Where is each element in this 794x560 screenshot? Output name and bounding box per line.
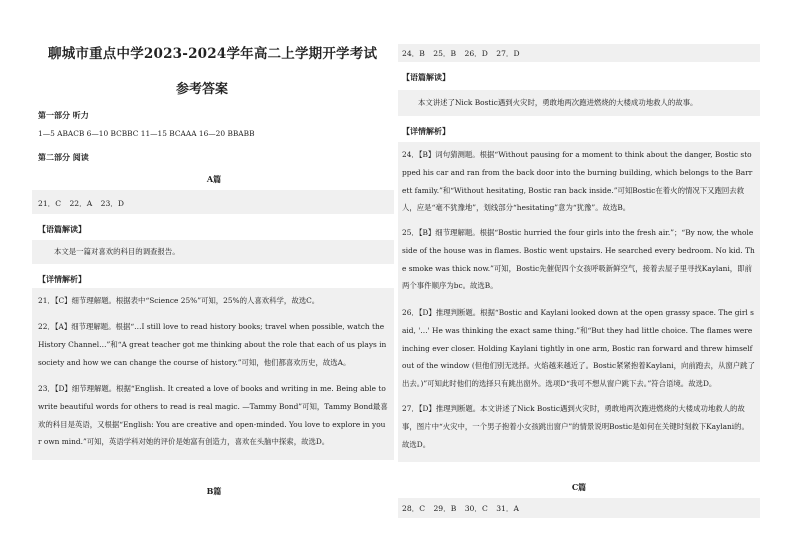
part1-heading: 第一部分 听力 — [38, 110, 89, 120]
q21-explanation: 21．【C】细节理解题。根据表中“Science 25%”可知，25%的人喜欢科学，故选C。 — [38, 296, 320, 305]
section-a-heading: A篇 — [206, 174, 222, 184]
part2-heading: 第二部分 阅读 — [38, 152, 89, 162]
b-xiangjie-heading: 【详情解析】 — [402, 126, 450, 136]
a-xiangjie-heading: 【详情解析】 — [38, 274, 86, 284]
b-yupian-heading: 【语篇解读】 — [402, 72, 450, 82]
c-answers: 28．C 29．B 30．C 31．A — [402, 504, 519, 513]
a-answers: 21．C 22．A 23．D — [38, 199, 124, 208]
q24-explanation: 24．【B】词句猜测题。根据“Without pausing for a moment to think about the danger, Bostic stopped his car and ran from the back door into the burning building, which belongs to the Barrett family.”和“Without hesitating, Bostic ran back inside.”可知Bostic在着火的情况下又跑回去救人，应是“毫不犹豫地”，划线部分“hesitating”意为“犹豫”。故选B。 — [402, 150, 753, 213]
q23-explanation: 23．【D】细节理解题。根据“English. It created a love of books and writing in me. Being able to write beautiful words for others to read is real magic. —Tammy Bond”可知，Tammy Bond最喜欢的科目是英语，又根据“English: You are creative and open-minded. You love to explore in your own mind.”可知，英语学科对她的评价是她富有创造力，喜欢在头脑中探索，故选D。 — [38, 384, 388, 447]
b-answers: 24．B 25．B 26．D 27．D — [402, 49, 520, 58]
section-c-heading: C篇 — [571, 482, 587, 492]
q22-explanation: 22．【A】细节理解题。根据“…I still love to read history books; travel when possible, watch the History Channel…”和“A great teacher got me thinking about the role that each of us plays in society and how we can change the course of history.”可知，他们都喜欢历史，故选A。 — [38, 322, 387, 367]
right-column — [402, 0, 756, 560]
a-yupian-heading: 【语篇解读】 — [38, 224, 86, 234]
document-subtitle: 参考答案 — [176, 82, 229, 97]
section-b-heading: B篇 — [206, 486, 222, 496]
q26-explanation: 26．【D】推理判断题。根据“Bostic and Kaylani looked down at the open grassy space. The girl said, '…' He was thinking the exact same thing.”和“But they had little choice. The flames were inching ever closer. Holding Kaylani tightly in one arm, Bostic ran forward and threw himself out of the window (但他们别无选择。火焰越来越近了。Bostic紧紧抱着Kaylani，向前跑去，从窗户跳了出去。)”可知此时他们的选择只有跳出窗外。选项D“我可不想从窗户跳下去。”符合语境。故选D。 — [402, 308, 755, 389]
left-column — [38, 0, 390, 560]
q25-explanation: 25．【B】细节理解题。根据“Bostic hurried the four girls into the fresh air.”；“By now, the whole side of the house was in flames. Bostic went upstairs. He searched every bedroom. No kid. The smoke was thick now.”可知，Bostic先催促四个女孩呼吸新鲜空气，接着去屋子里寻找Kaylani，即前两个事件顺序为bc。故选B。 — [402, 228, 755, 291]
q27-explanation: 27．【D】推理判断题。本文讲述了Nick Bostic遇到火灾时，勇敢地两次跑进燃烧的大楼成功地救人的故事，图片中“火灾中，一个男子抱着小女孩跳出窗户”的情景说明Bostic是如何在关键时刻救下Kaylani的。故选D。 — [402, 404, 749, 449]
part1-answers: 1—5 ABACB 6—10 BCBBC 11—15 BCAAA 16—20 BBABB — [38, 129, 255, 138]
document-title: 聊城市重点中学2023-2024学年高二上学期开学考试 — [48, 46, 378, 62]
b-summary: 本文讲述了Nick Bostic遇到火灾时，勇敢地两次跑进燃烧的大楼成功地救人的故事。 — [418, 98, 698, 107]
a-summary: 本文是一篇对喜欢的科目的调查报告。 — [54, 247, 180, 256]
